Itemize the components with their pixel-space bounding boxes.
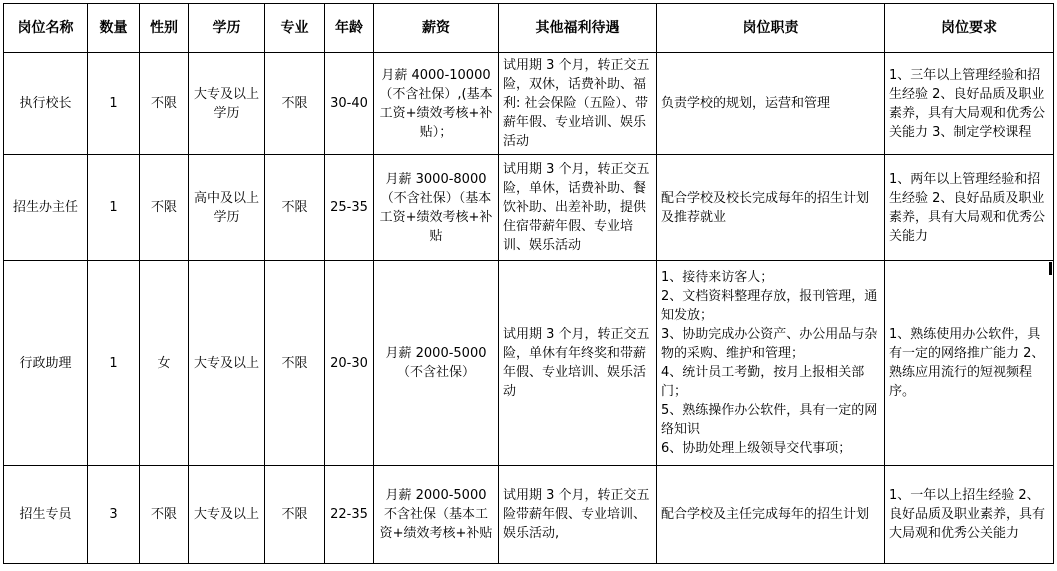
cell-position: 行政助理 xyxy=(4,261,88,466)
header-salary: 薪资 xyxy=(374,4,499,53)
cell-benefits: 试用期 3 个月，转正交五险，双休，话费补助、福利: 社会保险（五险）、带薪年假、专业培训、娱乐活动 xyxy=(499,53,657,155)
cell-education: 大专及以上 xyxy=(189,261,265,466)
table-row xyxy=(4,53,1054,155)
header-row xyxy=(4,4,1054,53)
cell-requirements: 1、熟练使用办公软件，具有一定的网络推广能力 2、熟练应用流行的短视频程序。 xyxy=(885,261,1054,466)
cell-age: 22-35 xyxy=(325,466,374,564)
header-position: 岗位名称 xyxy=(4,4,88,53)
header-age: 年龄 xyxy=(325,4,374,53)
duty-line: 配合学校及校长完成每年的招生计划及推荐就业 xyxy=(661,190,870,225)
cell-position: 招生办主任 xyxy=(4,155,88,261)
cell-major: 不限 xyxy=(265,261,325,466)
table-row xyxy=(4,261,1054,466)
duty-line: 2、文档资料整理存放，报刊管理，通知发放； xyxy=(661,289,878,323)
cell-position: 招生专员 xyxy=(4,466,88,564)
duty-line: 负责学校的规划，运营和管理 xyxy=(661,96,831,111)
cell-requirements: 1、三年以上管理经验和招生经验 2、良好品质及职业素养，具有大局观和优秀公关能力 3、制定学校课程 xyxy=(885,53,1054,155)
header-gender: 性别 xyxy=(140,4,189,53)
cell-gender: 不限 xyxy=(140,466,189,564)
duty-line: 1、接待来访客人； xyxy=(661,270,774,285)
cell-salary: 月薪 2000-5000 不含社保（基本工资+绩效考核+补贴 xyxy=(374,466,499,564)
table-row xyxy=(4,466,1054,564)
cell-age: 30-40 xyxy=(325,53,374,155)
cell-benefits: 试用期 3 个月，转正交五险带薪年假、专业培训、娱乐活动, xyxy=(499,466,657,564)
cell-major: 不限 xyxy=(265,155,325,261)
cell-salary: 月薪 4000-10000（不含社保）,(基本工资+绩效考核+补贴）； xyxy=(374,53,499,155)
cell-education: 大专及以上学历 xyxy=(189,53,265,155)
cell-duties xyxy=(657,53,885,155)
header-benefits: 其他福利待遇 xyxy=(499,4,657,53)
cell-gender: 不限 xyxy=(140,155,189,261)
job-listing-table xyxy=(3,3,1054,564)
text-cursor xyxy=(1049,262,1052,275)
cell-duties xyxy=(657,466,885,564)
header-requirements: 岗位要求 xyxy=(885,4,1054,53)
cell-requirements: 1、两年以上管理经验和招生经验 2、良好品质及职业素养，具有大局观和优秀公关能力 xyxy=(885,155,1054,261)
cell-count: 1 xyxy=(88,155,140,261)
table-row xyxy=(4,155,1054,261)
cell-major: 不限 xyxy=(265,466,325,564)
cell-major: 不限 xyxy=(265,53,325,155)
cell-education: 大专及以上 xyxy=(189,466,265,564)
duty-line: 配合学校及主任完成每年的招生计划 xyxy=(661,507,870,522)
cell-count: 1 xyxy=(88,53,140,155)
duty-line: 6、协助处理上级领导交代事项； xyxy=(661,441,852,456)
header-count: 数量 xyxy=(88,4,140,53)
cell-gender: 女 xyxy=(140,261,189,466)
duty-line: 4、统计员工考勤，按月上报相关部门； xyxy=(661,365,865,399)
cell-requirements: 1、一年以上招生经验 2、良好品质及职业素养，具有大局观和优秀公关能力 xyxy=(885,466,1054,564)
cell-duties xyxy=(657,155,885,261)
cell-education: 高中及以上学历 xyxy=(189,155,265,261)
cell-count: 1 xyxy=(88,261,140,466)
cell-duties xyxy=(657,261,885,466)
duty-line: 5、熟练操作办公软件，具有一定的网络知识 xyxy=(661,403,878,437)
cell-gender: 不限 xyxy=(140,53,189,155)
cell-position: 执行校长 xyxy=(4,53,88,155)
header-duties: 岗位职责 xyxy=(657,4,885,53)
cell-benefits: 试用期 3 个月，转正交五险，单休有年终奖和带薪年假、专业培训、娱乐活动 xyxy=(499,261,657,466)
duty-line: 3、协助完成办公资产、办公用品与杂物的采购、维护和管理； xyxy=(661,327,878,361)
cell-age: 20-30 xyxy=(325,261,374,466)
header-education: 学历 xyxy=(189,4,265,53)
cell-salary: 月薪 2000-5000（不含社保） xyxy=(374,261,499,466)
header-major: 专业 xyxy=(265,4,325,53)
cell-age: 25-35 xyxy=(325,155,374,261)
cell-benefits: 试用期 3 个月，转正交五险，单休，话费补助、餐饮补助、出差补助，提供住宿带薪年假、专业培训、娱乐活动 xyxy=(499,155,657,261)
cell-salary: 月薪 3000-8000（不含社保）（基本工资+绩效考核+补贴 xyxy=(374,155,499,261)
cell-count: 3 xyxy=(88,466,140,564)
